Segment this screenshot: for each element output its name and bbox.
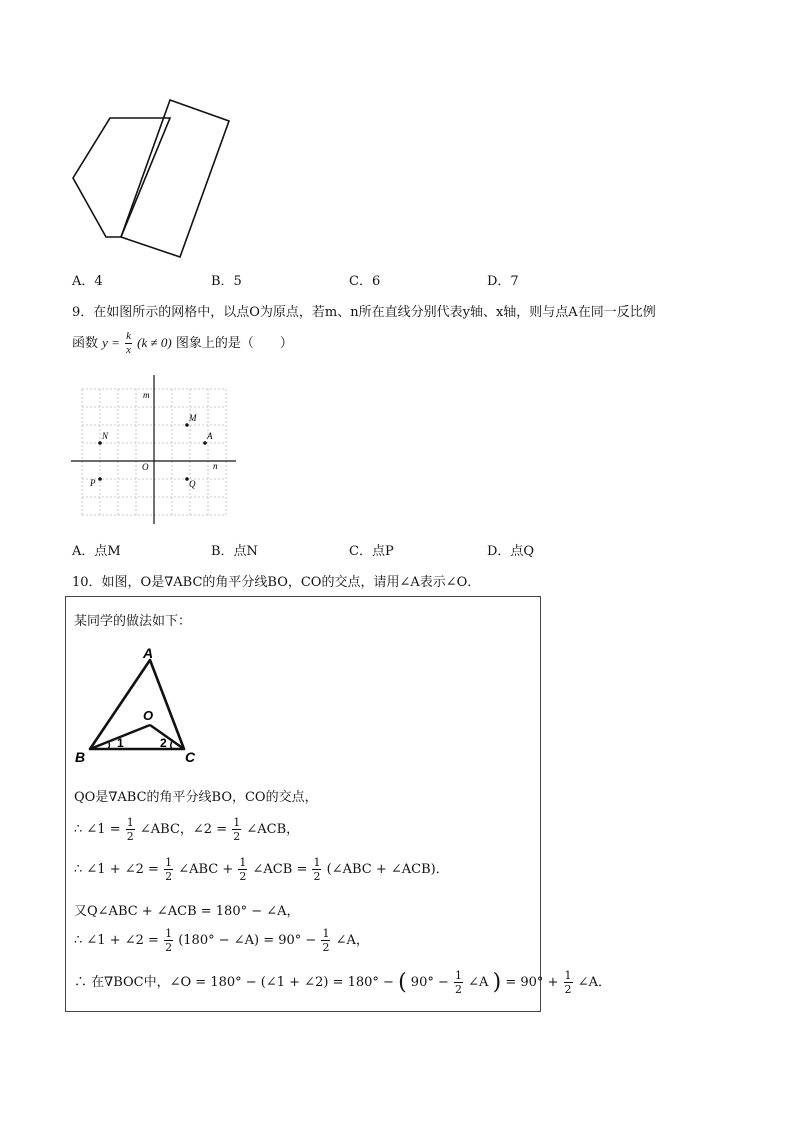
q9-label-point-m: M: [189, 413, 197, 423]
q9-option-b[interactable]: B．点N: [211, 544, 258, 559]
q9-option-d[interactable]: D．点Q: [487, 544, 535, 559]
q9-label-o: O: [142, 462, 149, 472]
q9-label-point-a: A: [207, 431, 213, 441]
q10-step-3-half-1: [164, 856, 173, 883]
q9-grid-figure: [70, 372, 240, 528]
q9-label-n: n: [213, 461, 218, 471]
q9-point-n: [98, 441, 102, 445]
q9-stem-suffix: 图象上的是（ ）: [175, 336, 293, 351]
q8-rectangle-strip: [121, 100, 229, 257]
q10-step-2-a: ∴ ∠1 =: [74, 822, 121, 837]
q8-pentagon-shape: [73, 118, 170, 237]
q8-option-a[interactable]: A．4: [72, 274, 103, 289]
q9-label-point-p: P: [90, 478, 96, 488]
q10-step-5-half-2: [321, 927, 330, 954]
q10-step-3: [74, 856, 449, 883]
frac-den: 2: [313, 870, 321, 883]
q10-label-angle-2: 2: [160, 736, 167, 750]
q10-step-5-b: (180° − ∠A) = 90° −: [178, 933, 317, 948]
q10-triangle-figure: [70, 645, 210, 767]
q9-point-p: [98, 477, 102, 481]
q10-angle-arc-2: [171, 740, 173, 749]
frac-num: 1: [165, 927, 173, 940]
q8-figure: [66, 96, 236, 262]
frac-den: 2: [233, 830, 241, 843]
q10-step-6-e: ∠A．: [577, 975, 611, 990]
frac-den: 2: [322, 941, 330, 954]
frac-den: 2: [165, 941, 173, 954]
q10-step-6-close-paren: ): [492, 970, 502, 995]
q10-label-angle-1: 1: [117, 736, 124, 750]
q10-step-6-open-paren: (: [398, 970, 407, 995]
q9-formula-y: y =: [102, 335, 120, 350]
frac-num: 1: [564, 969, 572, 982]
q9-stem-prefix: 函数: [72, 336, 99, 351]
q10-label-b: B: [75, 749, 86, 765]
q10-step-3-d: (∠ABC + ∠ACB)．: [326, 862, 449, 877]
frac-num: 1: [126, 816, 134, 829]
frac-den: 2: [239, 870, 247, 883]
q10-angle-arc-1: [108, 741, 110, 749]
q10-step-5-a: ∴ ∠1 + ∠2 =: [74, 933, 159, 948]
q9-formula-denominator: x: [126, 344, 131, 356]
q10-step-6-half-2: [564, 969, 573, 996]
q10-label-c: C: [185, 749, 196, 765]
q9-label-point-n: N: [102, 431, 109, 441]
q10-step-5: [74, 927, 369, 954]
q10-step-6: [74, 969, 611, 996]
q9-formula-fraction: [125, 330, 132, 357]
q9-option-c[interactable]: C．点P: [349, 544, 394, 559]
q10-step-2-c: ∠ACB，: [246, 822, 300, 837]
q10-step-6-c: ∠A: [468, 975, 489, 990]
q10-stem: 10．如图，O是∇ABC的角平分线BO，CO的交点，请用∠A表示∠O．: [72, 575, 481, 590]
q10-solution-box: [65, 596, 611, 1012]
q9-point-m: [185, 423, 189, 427]
q10-step-6-d: = 90° +: [505, 975, 559, 990]
q10-step-3-c: ∠ACB =: [252, 862, 308, 877]
frac-den: 2: [165, 870, 173, 883]
q9-stem-line1: 9．在如图所示的网格中，以点O为原点，若m、n所在直线分别代表y轴、x轴，则与点A在同一反比例: [72, 305, 656, 320]
q9-stem-line2: [72, 330, 293, 357]
q10-step-3-b: ∠ABC +: [178, 862, 234, 877]
q10-step-6-a: ∴ 在∇BOC中，∠O = 180° − (∠1 + ∠2) = 180° −: [74, 975, 394, 990]
q8-option-c[interactable]: C．6: [349, 274, 381, 289]
q10-label-a: A: [143, 645, 154, 661]
q10-step-2-half-1: [126, 816, 135, 843]
q10-step-6-half-1: [454, 969, 463, 996]
q9-formula-condition: (k ≠ 0): [137, 335, 172, 350]
frac-den: 2: [564, 983, 572, 996]
frac-num: 1: [233, 816, 241, 829]
frac-num: 1: [165, 856, 173, 869]
q10-step-3-half-3: [312, 856, 321, 883]
frac-num: 1: [239, 856, 247, 869]
q9-option-a[interactable]: A．点M: [72, 544, 121, 559]
q10-step-3-half-2: [238, 856, 247, 883]
q9-point-a: [203, 441, 207, 445]
frac-num: 1: [313, 856, 321, 869]
q10-step-3-a: ∴ ∠1 + ∠2 =: [74, 862, 159, 877]
q8-option-d[interactable]: D．7: [487, 274, 519, 289]
q9-formula-numerator: k: [126, 330, 131, 342]
frac-den: 2: [126, 830, 134, 843]
q8-option-b[interactable]: B．5: [211, 274, 242, 289]
q10-step-2-half-2: [232, 816, 241, 843]
q9-label-point-q: Q: [189, 479, 196, 489]
frac-num: 1: [322, 927, 330, 940]
q10-step-2: [74, 816, 299, 843]
q10-step-5-half-1: [164, 927, 173, 954]
frac-den: 2: [455, 983, 463, 996]
frac-num: 1: [455, 969, 463, 982]
q10-step-6-b: 90° −: [410, 975, 449, 990]
q10-step-5-c: ∠A，: [335, 933, 369, 948]
q10-step-1: QO是∇ABC的角平分线BO，CO的交点，: [74, 790, 318, 805]
q9-label-m: m: [143, 390, 150, 400]
q10-label-o: O: [143, 708, 154, 723]
q10-step-4: 又Q∠ABC + ∠ACB = 180° − ∠A，: [74, 904, 300, 919]
q10-box-intro: 某同学的做法如下：: [74, 614, 192, 629]
q10-step-2-b: ∠ABC，∠2 =: [139, 822, 228, 837]
q10-triangle-abc: [90, 660, 184, 749]
